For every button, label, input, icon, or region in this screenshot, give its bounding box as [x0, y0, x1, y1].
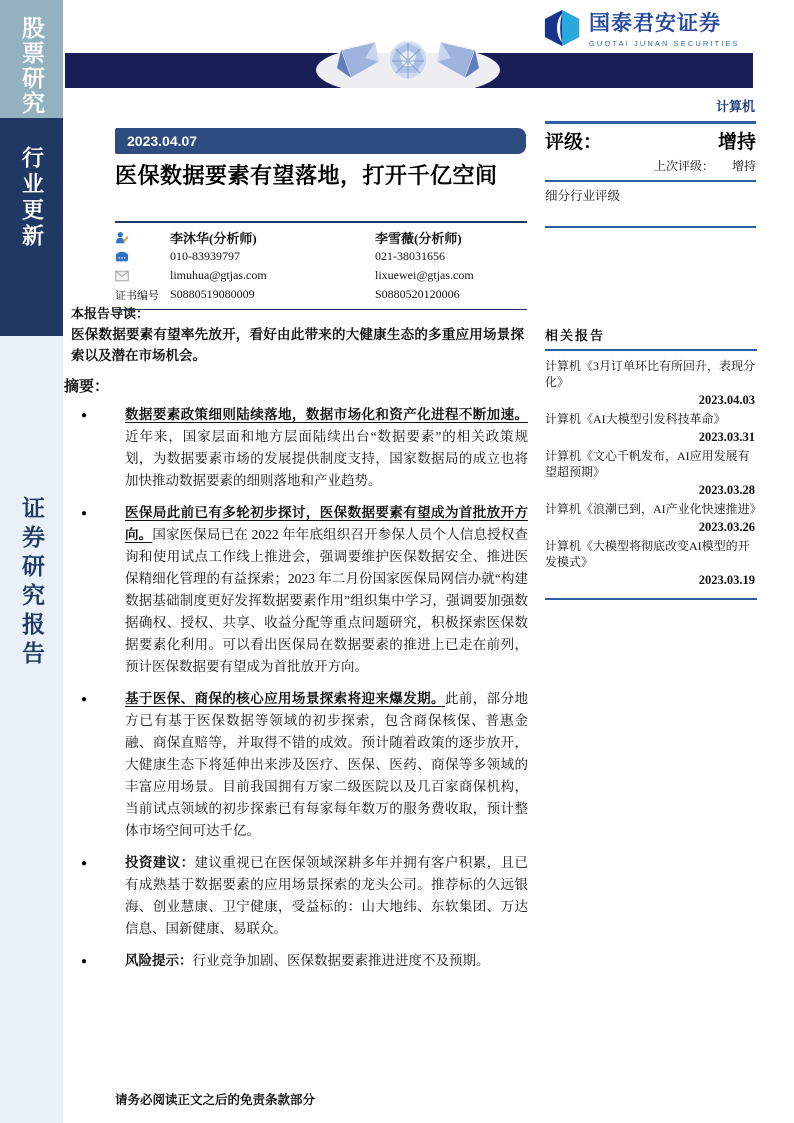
rating-row [545, 127, 756, 154]
related-report-date: 2023.03.31 [698, 430, 755, 444]
bullet-investment-advice [125, 852, 528, 940]
rating-label: 评级： [545, 132, 603, 153]
brand-name-cn: 国泰君安证券 [589, 12, 721, 35]
bullet-application-scenarios [125, 688, 528, 842]
analyst-phone-row [115, 247, 527, 266]
header-banner [65, 53, 753, 88]
analyst-name-row [115, 228, 527, 247]
bullet-policy-lead: 数据要素政策细则陆续落地，数据市场化和资产化进程不断加速。 [125, 407, 528, 422]
diamonds-graphic [313, 28, 503, 98]
analyst-icon [115, 231, 170, 245]
analyst-1-cert: S0880519080009 [170, 287, 255, 301]
analyst-1-name: 李沐华(分析师) [170, 231, 257, 246]
bullet-policy-text: 近年来，国家层面和地方层面陆续出台“数据要素”的相关政策规划，为数据要素市场的发展提供制度支持，国家数据局的成立也将加快推动数据要素的细则落地和产业趋势。 [125, 429, 528, 488]
rating-box [545, 121, 756, 182]
related-report-date: 2023.03.19 [698, 573, 755, 587]
bullet-policy [125, 404, 528, 492]
bullet-investment-advice-text: 建议重视已在医保领域深耕多年并拥有客户积累，且已有成熟基于数据要素的应用场景探索的龙头公司。推荐标的久远银海、创业慧康、卫宁健康，受益标的：山大地纬、东软集团、万达信息、国新健康、易联众。 [125, 855, 529, 936]
related-report-date: 2023.04.03 [698, 393, 755, 407]
sidebar-securities-research-report [0, 336, 63, 1123]
guide-text: 医保数据要素有望率先放开，看好由此带来的大健康生态的多重应用场景探索以及潜在市场机会。 [71, 327, 524, 363]
related-reports-heading: 相关报告 [545, 325, 757, 351]
bullet-risk-warning-text: 行业竞争加剧、医保数据要素推进进度不及预期。 [192, 953, 490, 968]
bullet-medical-insurance-bureau [125, 502, 528, 678]
previous-rating-label: 上次评级： [653, 159, 714, 173]
analyst-cert-row [115, 285, 527, 304]
report-title: 医保数据要素有望落地，打开千亿空间 [115, 163, 498, 188]
analyst-1-phone: 010-83939797 [170, 249, 240, 263]
sidebar-stock-research [0, 0, 63, 118]
sidebar-industry-update [0, 118, 63, 336]
related-reports [545, 325, 762, 600]
related-report-date: 2023.03.26 [698, 520, 755, 534]
email-icon [115, 270, 170, 282]
analyst-2-phone: 021-38031656 [375, 249, 445, 263]
analyst-2-name: 李雪薇(分析师) [375, 231, 462, 246]
analyst-2-email: lixuewei@gtjas.com [375, 268, 474, 282]
disclaimer-note: 请务必阅读正文之后的免责条款部分 [115, 1093, 316, 1107]
bullet-investment-advice-lead: 投资建议： [125, 855, 195, 870]
analyst-email-row [115, 266, 527, 285]
related-report-title: 计算机《3月订单环比有所回升，表现分化》 [545, 359, 756, 389]
previous-rating-row [545, 157, 756, 174]
bullet-application-scenarios-text: 此前，部分地方已有基于医保数据等领域的初步探索，包含商保核保、普惠金融、商保直赔等，并取得不错的成效。预计随着政策的逐步放开，大健康生态下将延伸出来涉及医疗、医保、医药、商保等多领域的丰富应用场景。目前我国拥有万家二级医院以及几百家商保机构，当前试点领域的初步探索已有每家每年数万的服务费收取，预计整体市场空间可达千亿。 [125, 691, 529, 838]
abstract-bullet-list [64, 404, 528, 972]
analyst-2-cert: S0880520120006 [375, 287, 460, 301]
rating-value: 增持 [717, 132, 756, 153]
related-report-title: 计算机《大模型将彻底改变AI模型的开发模式》 [545, 539, 750, 569]
analyst-1-email: limuhua@gtjas.com [170, 268, 267, 282]
report-date-bar: 2023.04.07 [115, 128, 526, 154]
brand-logo [543, 7, 758, 48]
brand-text [589, 7, 740, 48]
brand-name-en: GUOTAI JUNAN SECURITIES [589, 39, 740, 48]
previous-rating-value: 增持 [731, 159, 756, 173]
sidebar-stock-research-label: 股票研究 [19, 16, 44, 116]
sub-industry-rating-label: 细分行业评级 [545, 186, 756, 228]
sidebar-industry-update-label: 行业更新 [19, 146, 45, 250]
bullet-risk-warning-lead: 风险提示： [125, 953, 193, 968]
phone-icon [115, 250, 170, 264]
guide-heading: 本报告导读： [71, 306, 150, 321]
bullet-medical-insurance-bureau-lead: 医保局此前已有多轮初步探讨，医保数据要素有望成为首批放开方向。 [125, 505, 528, 542]
sidebar-securities-research-report-label: 证券研究报告 [19, 496, 44, 670]
related-report-date: 2023.03.28 [698, 483, 755, 497]
main-content [64, 303, 528, 982]
cert-number-label: 证书编号 [115, 289, 159, 302]
guotai-junan-logo-icon [543, 9, 581, 47]
analyst-info-table [115, 221, 527, 310]
related-reports-list [545, 351, 762, 600]
related-report-title: 计算机《文心千帆发布，AI应用发展有望超预期》 [545, 449, 750, 479]
bullet-application-scenarios-lead: 基于医保、商保的核心应用场景探索将迎来爆发期。 [125, 691, 445, 706]
related-report-title: 计算机《AI大模型引发科技革命》 [545, 412, 726, 426]
bullet-medical-insurance-bureau-text: 国家医保局已在 2022 年年底组织召开参保人员个人信息授权查询和使用试点工作线上推进会，强调要维护医保数据安全、推进医保精细化管理的有益探索；2023 年二月份国家医保局网信办就“构建数据基础制度更好发挥数据要素作用”组织集中学习，强调要加强数据确权、授权、共享、收益分配等重点问题研究，积极探索医保数据要素化利用。可以看出医保局在数据要素的推进上已走在前列，预计医保数据要有望成为首批放开方向。 [125, 527, 529, 674]
abstract-heading: 摘要： [64, 379, 110, 395]
industry-tag: 计算机 [715, 99, 755, 114]
bullet-risk-warning [125, 950, 528, 972]
related-report-title: 计算机《浪潮已到，AI产业化快速推进》 [545, 502, 762, 516]
